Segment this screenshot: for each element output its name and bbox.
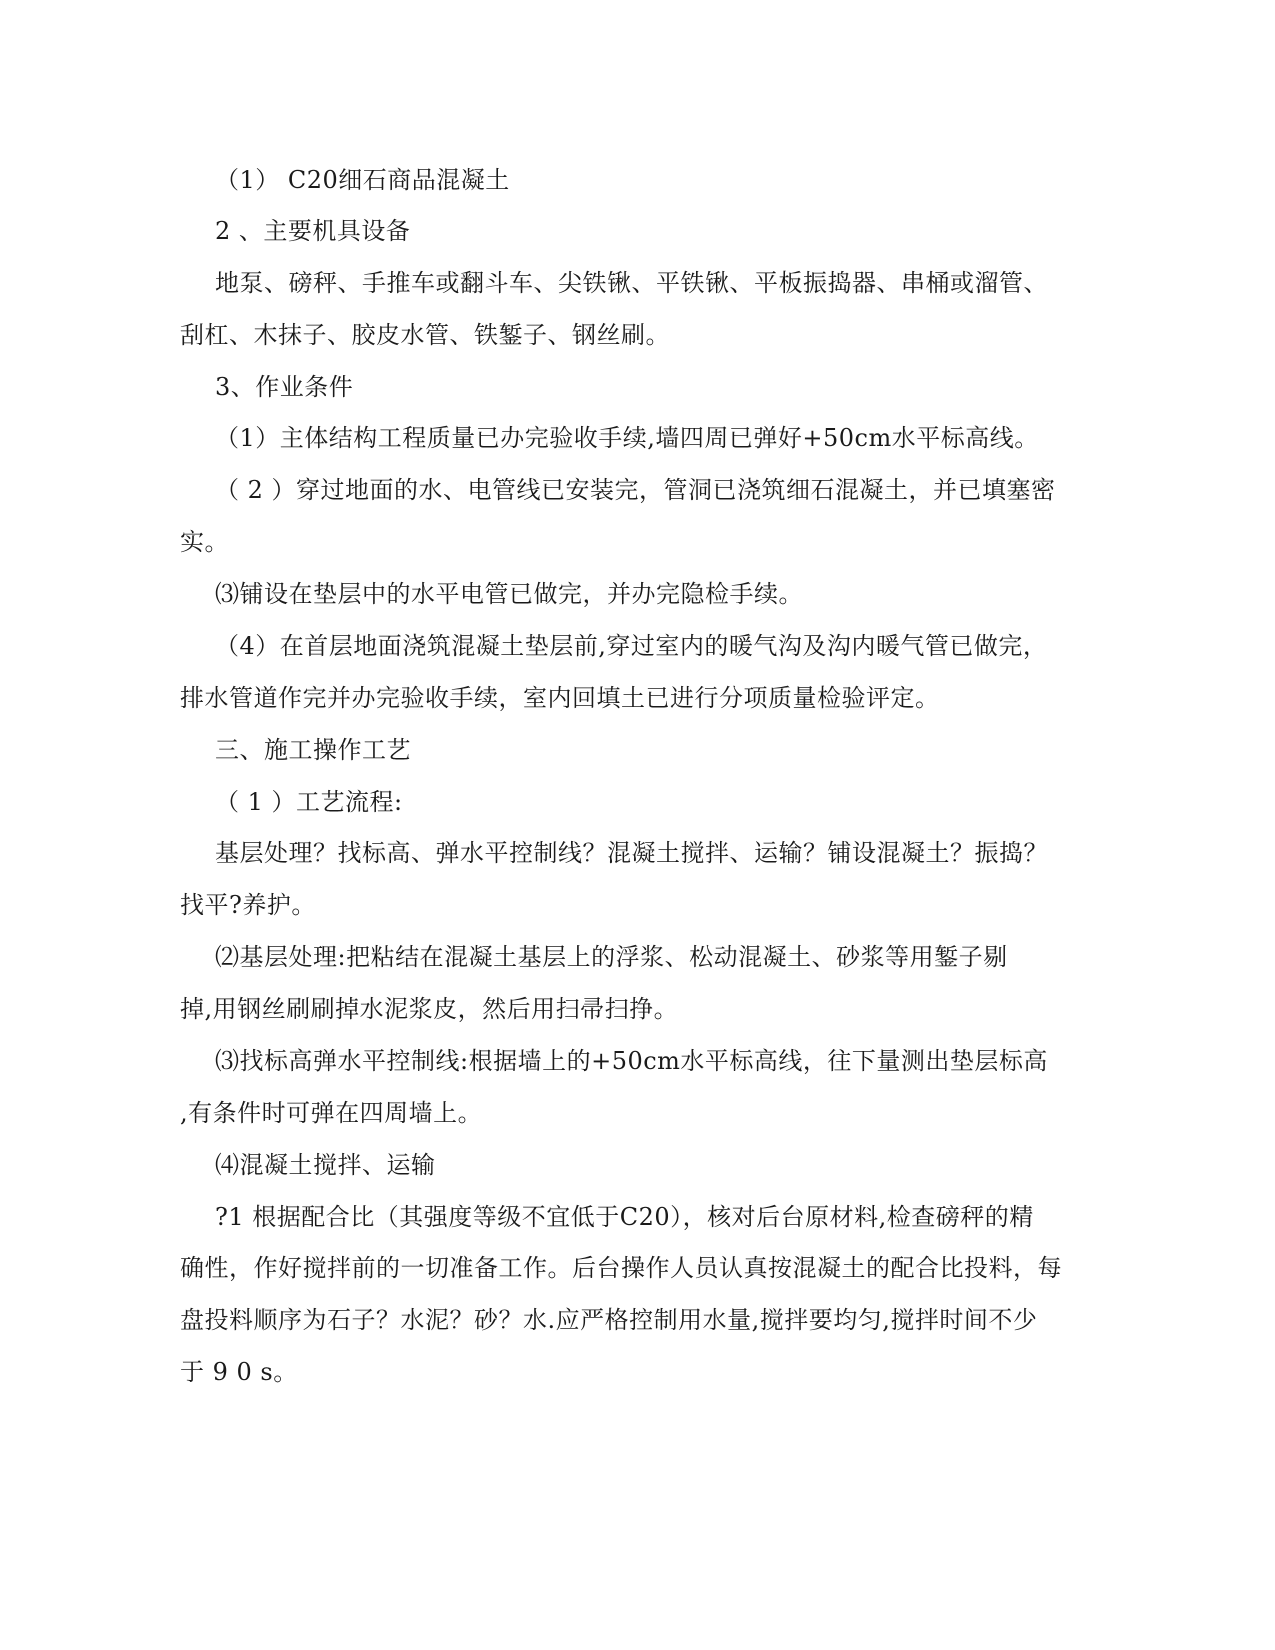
text-line-23: 盘投料顺序为石子？水泥？砂？水.应严格控制用水量,搅拌要均匀,搅拌时间不少 bbox=[180, 1306, 1038, 1334]
text-line-22: 确性，作好搅拌前的一切准备工作。后台操作人员认真按混凝土的配合比投料，每 bbox=[180, 1254, 1062, 1282]
text-line-19: ,有条件时可弹在四周墙上。 bbox=[180, 1099, 483, 1127]
text-line-3: 地泵、磅秤、手推车或翻斗车、尖铁锹、平铁锹、平板振捣器、串桶或溜管、 bbox=[215, 269, 1048, 297]
text-line-14: 基层处理？找标高、弹水平控制线？混凝土搅拌、运输？铺设混凝土？振捣？ bbox=[215, 839, 1048, 867]
text-line-2: 2 、主要机具设备 bbox=[215, 217, 411, 245]
text-line-1: （1） C20细石商品混凝土 bbox=[215, 166, 510, 194]
text-line-6: （1）主体结构工程质量已办完验收手续,墙四周已弹好+50cm水平标高线。 bbox=[215, 424, 1039, 452]
text-line-4: 刮杠、木抹子、胶皮水管、铁錾子、钢丝刷。 bbox=[180, 321, 670, 349]
text-line-8: 实。 bbox=[180, 528, 229, 556]
text-line-11: 排水管道作完并办完验收手续，室内回填土已进行分项质量检验评定。 bbox=[180, 684, 940, 712]
text-line-20: ⑷混凝土搅拌、运输 bbox=[215, 1151, 436, 1179]
text-line-17: 掉,用钢丝刷刷掉水泥浆皮，然后用扫帚扫挣。 bbox=[180, 995, 679, 1023]
text-line-9: ⑶铺设在垫层中的水平电管已做完，并办完隐检手续。 bbox=[215, 580, 803, 608]
text-line-21: ?1 根据配合比（其强度等级不宜低于C20），核对后台原材料,检查磅秤的精 bbox=[215, 1203, 1034, 1231]
text-line-24: 于 9 0 s。 bbox=[180, 1358, 298, 1386]
text-line-10: （4）在首层地面浇筑混凝土垫层前,穿过室内的暖气沟及沟内暖气管已做完， bbox=[215, 632, 1048, 660]
text-line-7: （ 2 ）穿过地面的水、电管线已安装完，管洞已浇筑细石混凝土，并已填塞密 bbox=[215, 476, 1056, 504]
text-line-5: 3、作业条件 bbox=[215, 373, 354, 401]
text-line-15: 找平?养护。 bbox=[180, 891, 316, 919]
text-line-12: 三、施工操作工艺 bbox=[215, 736, 411, 764]
text-line-18: ⑶找标高弹水平控制线:根据墙上的+50cm水平标高线，往下量测出垫层标高 bbox=[215, 1047, 1048, 1075]
text-line-16: ⑵基层处理:把粘结在混凝土基层上的浮浆、松动混凝土、砂浆等用錾子剔 bbox=[215, 943, 1008, 971]
text-line-13: （ 1 ）工艺流程: bbox=[215, 788, 403, 816]
